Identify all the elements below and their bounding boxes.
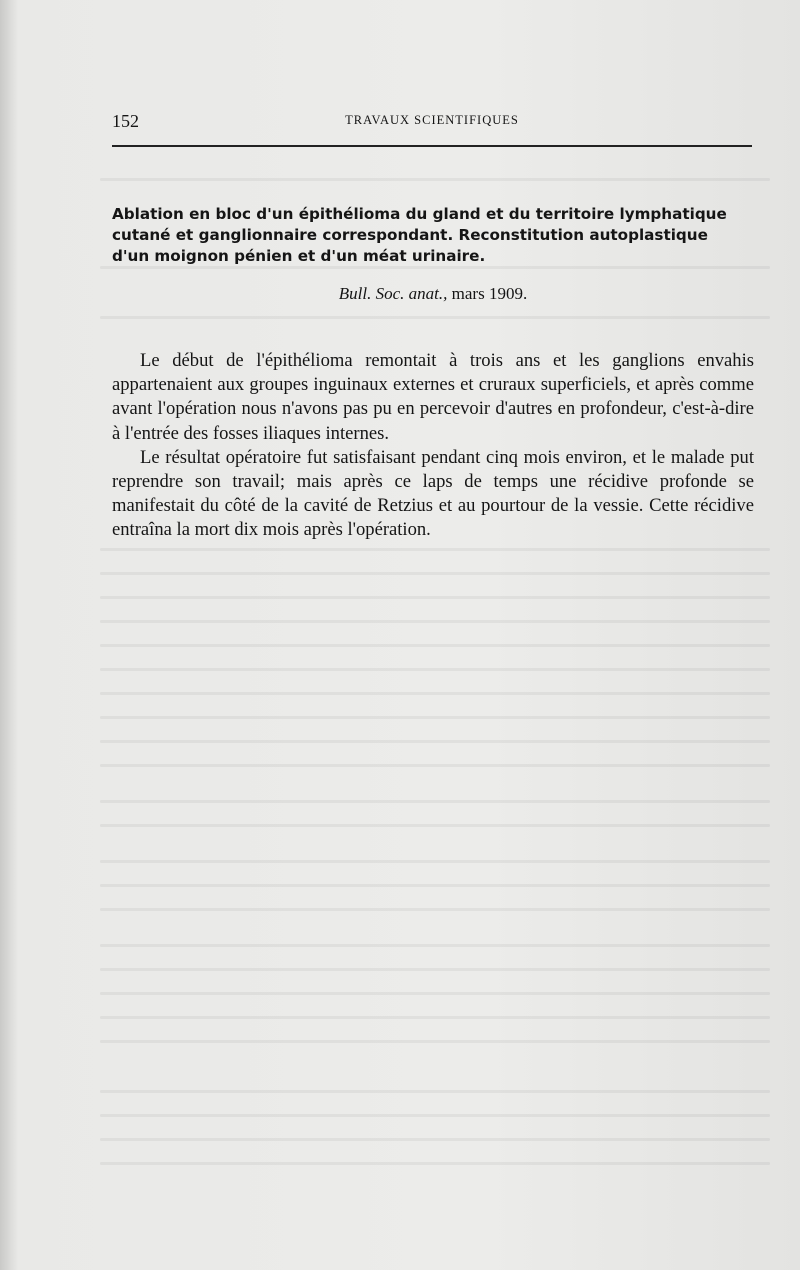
show-through-line xyxy=(100,692,770,695)
show-through-line xyxy=(100,860,770,863)
title-line-3: d'un moignon pénien et d'un méat urinaire. xyxy=(112,247,486,265)
show-through-line xyxy=(100,740,770,743)
show-through-line xyxy=(100,620,770,623)
citation-journal: Bull. Soc. anat., xyxy=(338,284,448,303)
show-through-line xyxy=(100,968,770,971)
show-through-line xyxy=(100,944,770,947)
show-through-line xyxy=(100,178,770,181)
show-through-line xyxy=(100,1016,770,1019)
paragraph-2: Le résultat opératoire fut satisfaisant pendant cinq mois environ, et le malade put reprendre son travail; mais après ce laps de temps une récidive profonde se manifestait du côté de la cavité de Retzius et au pourtour de la vessie. Cette récidive entraîna la mort dix mois après l'opération. xyxy=(112,446,754,541)
show-through-line xyxy=(100,884,770,887)
show-through-line xyxy=(100,596,770,599)
show-through-line xyxy=(100,668,770,671)
article-title xyxy=(112,204,754,267)
citation-date: mars 1909. xyxy=(451,284,528,303)
show-through-line xyxy=(100,1138,770,1141)
show-through-line xyxy=(100,716,770,719)
show-through-line xyxy=(100,1114,770,1117)
show-through-line xyxy=(100,316,770,319)
show-through-line xyxy=(100,548,770,551)
show-through-line xyxy=(100,992,770,995)
show-through-line xyxy=(100,908,770,911)
title-line-2: cutané et ganglionnaire correspondant. Reconstitution autoplastique xyxy=(112,226,708,244)
header-rule xyxy=(112,145,752,147)
show-through-line xyxy=(100,764,770,767)
show-through-line xyxy=(100,824,770,827)
page-header xyxy=(112,104,752,130)
paragraph-1: Le début de l'épithélioma remontait à trois ans et les ganglions envahis appartenaient aux groupes inguinaux externes et cruraux superficiels, et après comme avant l'opération nous n'avons pas pu en percevoir d'autres en profondeur, c'est-à-dire à l'entrée des fosses iliaques internes. xyxy=(112,350,754,444)
show-through-line xyxy=(100,572,770,575)
body-text xyxy=(112,349,754,543)
show-through-line xyxy=(100,1090,770,1093)
page-number: 152 xyxy=(112,111,139,131)
show-through-line xyxy=(100,644,770,647)
running-head: TRAVAUX SCIENTIFIQUES xyxy=(345,113,519,127)
show-through-line xyxy=(100,1162,770,1165)
citation xyxy=(112,284,754,304)
show-through-line xyxy=(100,1040,770,1043)
title-line-1: Ablation en bloc d'un épithélioma du gland et du territoire lymphatique xyxy=(112,205,727,223)
show-through-line xyxy=(100,800,770,803)
